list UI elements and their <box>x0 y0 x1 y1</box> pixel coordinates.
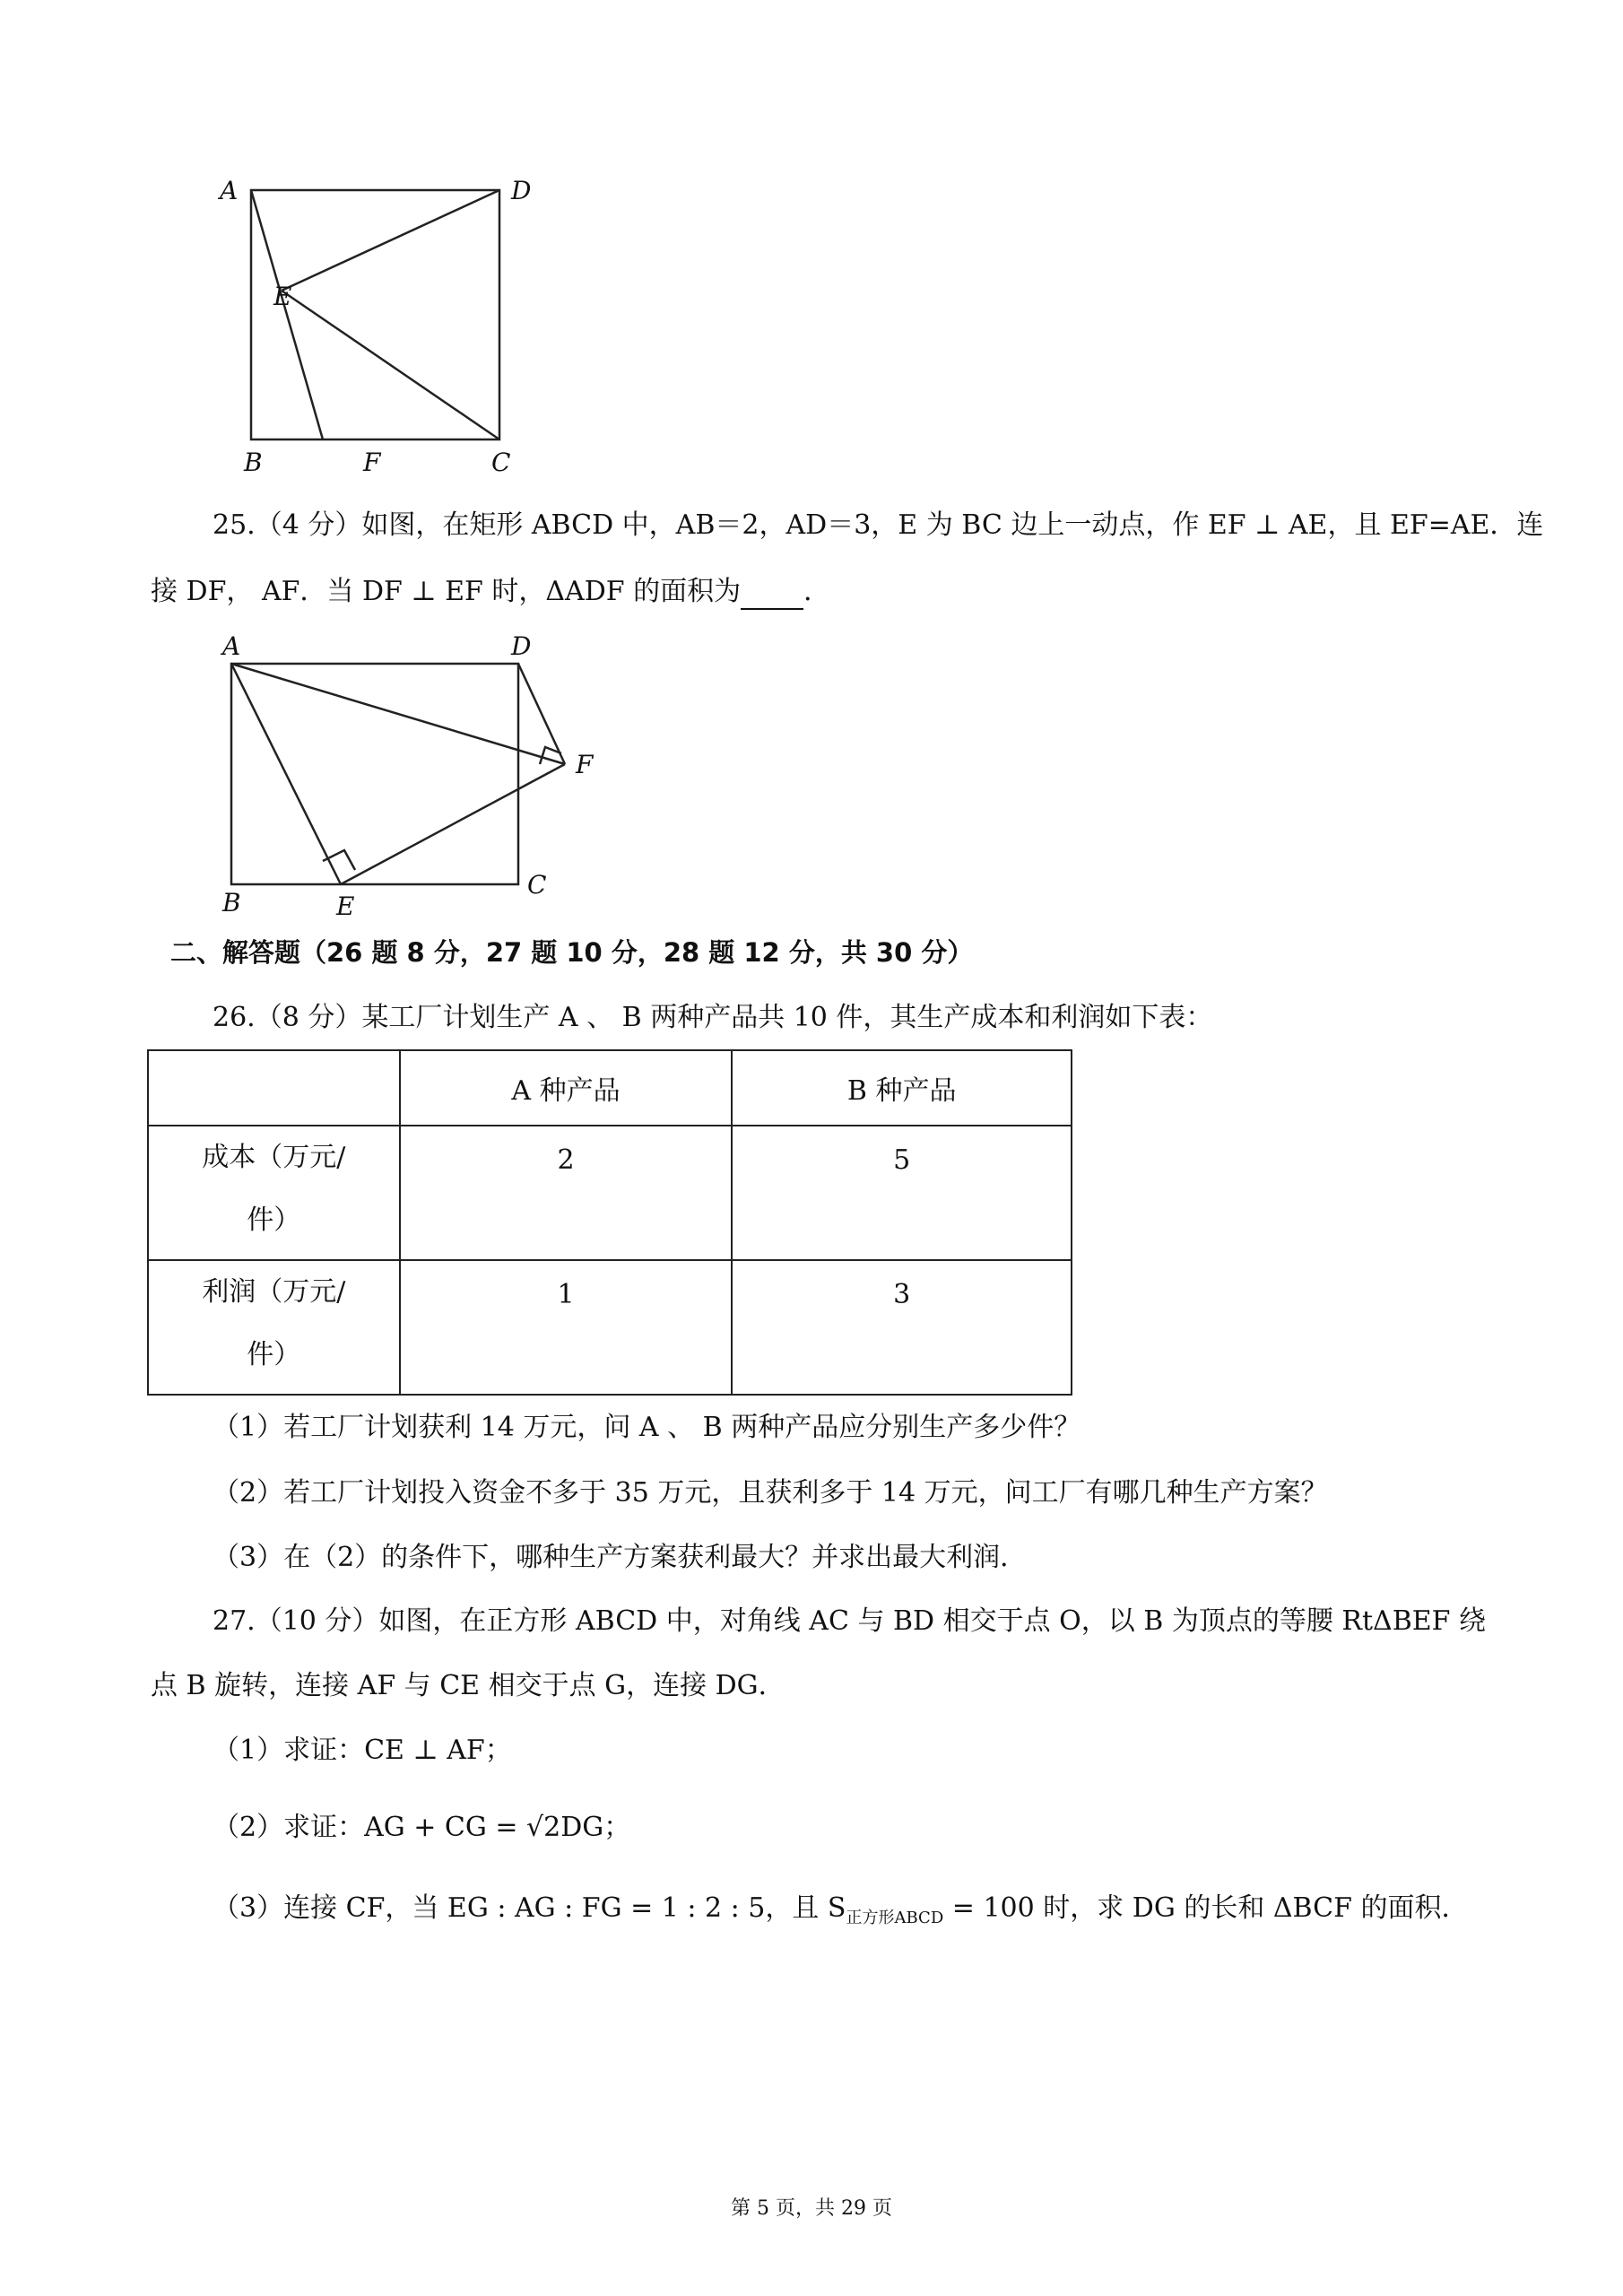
fig2-label-f: F <box>576 750 594 779</box>
figure-1 <box>206 170 565 484</box>
fig2-label-e: E <box>336 891 355 921</box>
page-footer: 第 5 页，共 29 页 <box>731 2197 892 2220</box>
fig1-label-c: C <box>491 448 511 477</box>
table-cell: 5 <box>732 1126 1072 1260</box>
section-2-heading: 二、解答题（26 题 8 分，27 题 10 分，28 题 12 分，共 30 分） <box>170 937 974 968</box>
table-header-row <box>148 1050 1072 1126</box>
square-area-subscript: 正方形ABCD <box>846 1909 944 1927</box>
q26-part-1: （1）若工厂计划获利 14 万元，问 A 、 B 两种产品应分别生产多少件？ <box>213 1412 1081 1443</box>
q25-line-2-text: 接 DF， AF．当 DF ⊥ EF 时，ΔADF 的面积为 <box>151 576 742 607</box>
q27-part-2: （2）求证：AG + CG = √2DG； <box>213 1812 631 1843</box>
q25-line-1: 25.（4 分）如图，在矩形 ABCD 中，AB＝2，AD＝3，E 为 BC 边上一动点，作 EF ⊥ AE，且 EF=AE．连 <box>213 509 1544 541</box>
table-cell: 2 <box>400 1126 733 1260</box>
table-cell: 1 <box>400 1260 733 1395</box>
q27-part-3 <box>213 1891 1468 1936</box>
cost-profit-table <box>147 1049 1072 1396</box>
fig2-label-a: A <box>222 631 241 661</box>
table-row-label <box>148 1260 400 1395</box>
row-label-line-1: 成本（万元/ <box>202 1142 346 1173</box>
fig2-label-b: B <box>222 888 241 918</box>
fig1-label-e: E <box>273 282 292 311</box>
table-header-empty <box>148 1050 400 1126</box>
fig2-label-c: C <box>527 870 547 900</box>
q27-part-3-end: = 100 时，求 DG 的长和 ΔBCF 的面积． <box>943 1892 1469 1924</box>
table-row <box>148 1260 1072 1395</box>
row-label-line-2: 件） <box>247 1339 301 1370</box>
q26-part-2: （2）若工厂计划投入资金不多于 35 万元，且获利多于 14 万元，问工厂有哪几种生产方案？ <box>213 1477 1328 1509</box>
q25-line-2 <box>151 574 830 610</box>
row-label-line-2: 件） <box>247 1205 301 1236</box>
q27-part-1: （1）求证：CE ⊥ AF； <box>213 1735 512 1766</box>
fig1-label-b: B <box>244 448 263 477</box>
q27-part-3-text: （3）连接 CF，当 EG : AG : FG = 1 : 2 : 5，且 S <box>213 1892 846 1924</box>
q27-line-2: 点 B 旋转，连接 AF 与 CE 相交于点 G，连接 DG． <box>151 1670 785 1701</box>
table-header-b: B 种产品 <box>732 1050 1072 1126</box>
table-cell: 3 <box>732 1260 1072 1395</box>
fig1-label-d: D <box>511 176 532 205</box>
fig1-label-a: A <box>220 176 239 205</box>
fig2-label-d: D <box>511 631 532 661</box>
answer-blank <box>741 581 803 610</box>
q26-part-3: （3）在（2）的条件下，哪种生产方案获利最大？并求出最大利润． <box>213 1542 1028 1573</box>
figure-2 <box>206 628 619 924</box>
row-label-line-1: 利润（万元/ <box>202 1276 346 1308</box>
fig1-label-f: F <box>363 448 381 477</box>
table-row <box>148 1126 1072 1260</box>
table-row-label <box>148 1126 400 1260</box>
q27-line-1: 27.（10 分）如图，在正方形 ABCD 中，对角线 AC 与 BD 相交于点 O，以 B 为顶点的等腰 RtΔBEF 绕 <box>213 1605 1487 1637</box>
q26-intro: 26.（8 分）某工厂计划生产 A 、 B 两种产品共 10 件，其生产成本和利润如下表： <box>213 1002 1213 1033</box>
table-header-a: A 种产品 <box>400 1050 733 1126</box>
q25-line-2-end: ． <box>803 576 831 607</box>
